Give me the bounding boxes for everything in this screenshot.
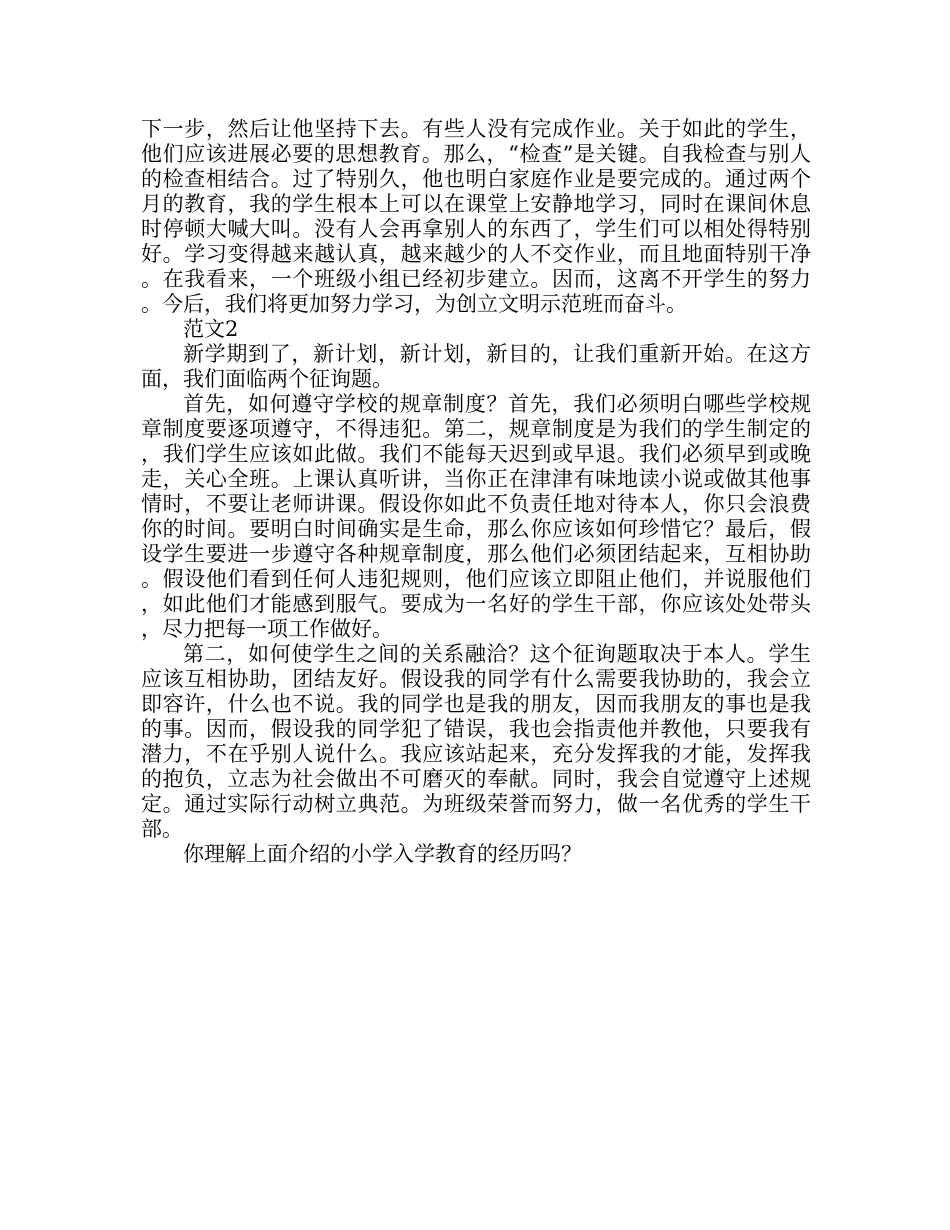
- section-heading-fanwen-2: 范文2: [183, 317, 239, 341]
- paragraph-continuation: 下一步，然后让他坚持下去。有些人没有完成作业。关于如此的学生，他们应该进展必要的思想教育。那么，“检查”是关键。自我检查与别人的检查相结合。过了特别久，他也明白家庭作业是要完成的。通过两个月的教育，我的学生根本上可以在课堂上安静地学习，同时在课间休息时停顿大喊大叫。没有人会再拿别人的东西了，学生们可以相处得特别好。学习变得越来越认真，越来越少的人不交作业，而且地面特别干净。在我看来，一个班级小组已经初步建立。因而，这离不开学生的努力。今后，我们将更加努力学习，为创立文明示范班而奋斗。: [141, 117, 811, 316]
- paragraph-closing-question: 你理解上面介绍的小学入学教育的经历吗？: [183, 842, 582, 866]
- paragraph-school-rules: 首先，如何遵守学校的规章制度？首先，我们必须明白哪些学校规章制度要逐项遵守，不得违犯。第二，规章制度是为我们的学生制定的，我们学生应该如此做。我们不能每天迟到或早退。我们必须早到或晚走，关心全班。上课认真听讲，当你正在津津有味地读小说或做其他事情时，不要让老师讲课。假设你如此不负责任地对待本人，你只会浪费你的时间。要明白时间确实是生命，那么你应该如何珍惜它？最后，假设学生要进一步遵守各种规章制度，那么他们必须团结起来，互相协助。假设他们看到任何人违犯规则，他们应该立即阻止他们，并说服他们，如此他们才能感到服气。要成为一名好的学生干部，你应该处处带头，尽力把每一项工作做好。: [141, 392, 811, 641]
- paragraph-new-semester: 新学期到了，新计划，新计划，新目的，让我们重新开始。在这方面，我们面临两个征询题。: [141, 342, 811, 391]
- paragraph-student-relations: 第二，如何使学生之间的关系融洽？这个征询题取决于本人。学生应该互相协助，团结友好。假设我的同学有什么需要我协助的，我会立即容许，什么也不说。我的同学也是我的朋友，因而我朋友的事也是我的事。因而，假设我的同学犯了错误，我也会指责他并教他，只要我有潜力，不在乎别人说什么。我应该站起来，充分发挥我的才能，发挥我的抱负，立志为社会做出不可磨灭的奉献。同时，我会自觉遵守上述规定。通过实际行动树立典范。为班级荣誉而努力，做一名优秀的学生干部。: [141, 642, 811, 841]
- document-body: [141, 117, 811, 867]
